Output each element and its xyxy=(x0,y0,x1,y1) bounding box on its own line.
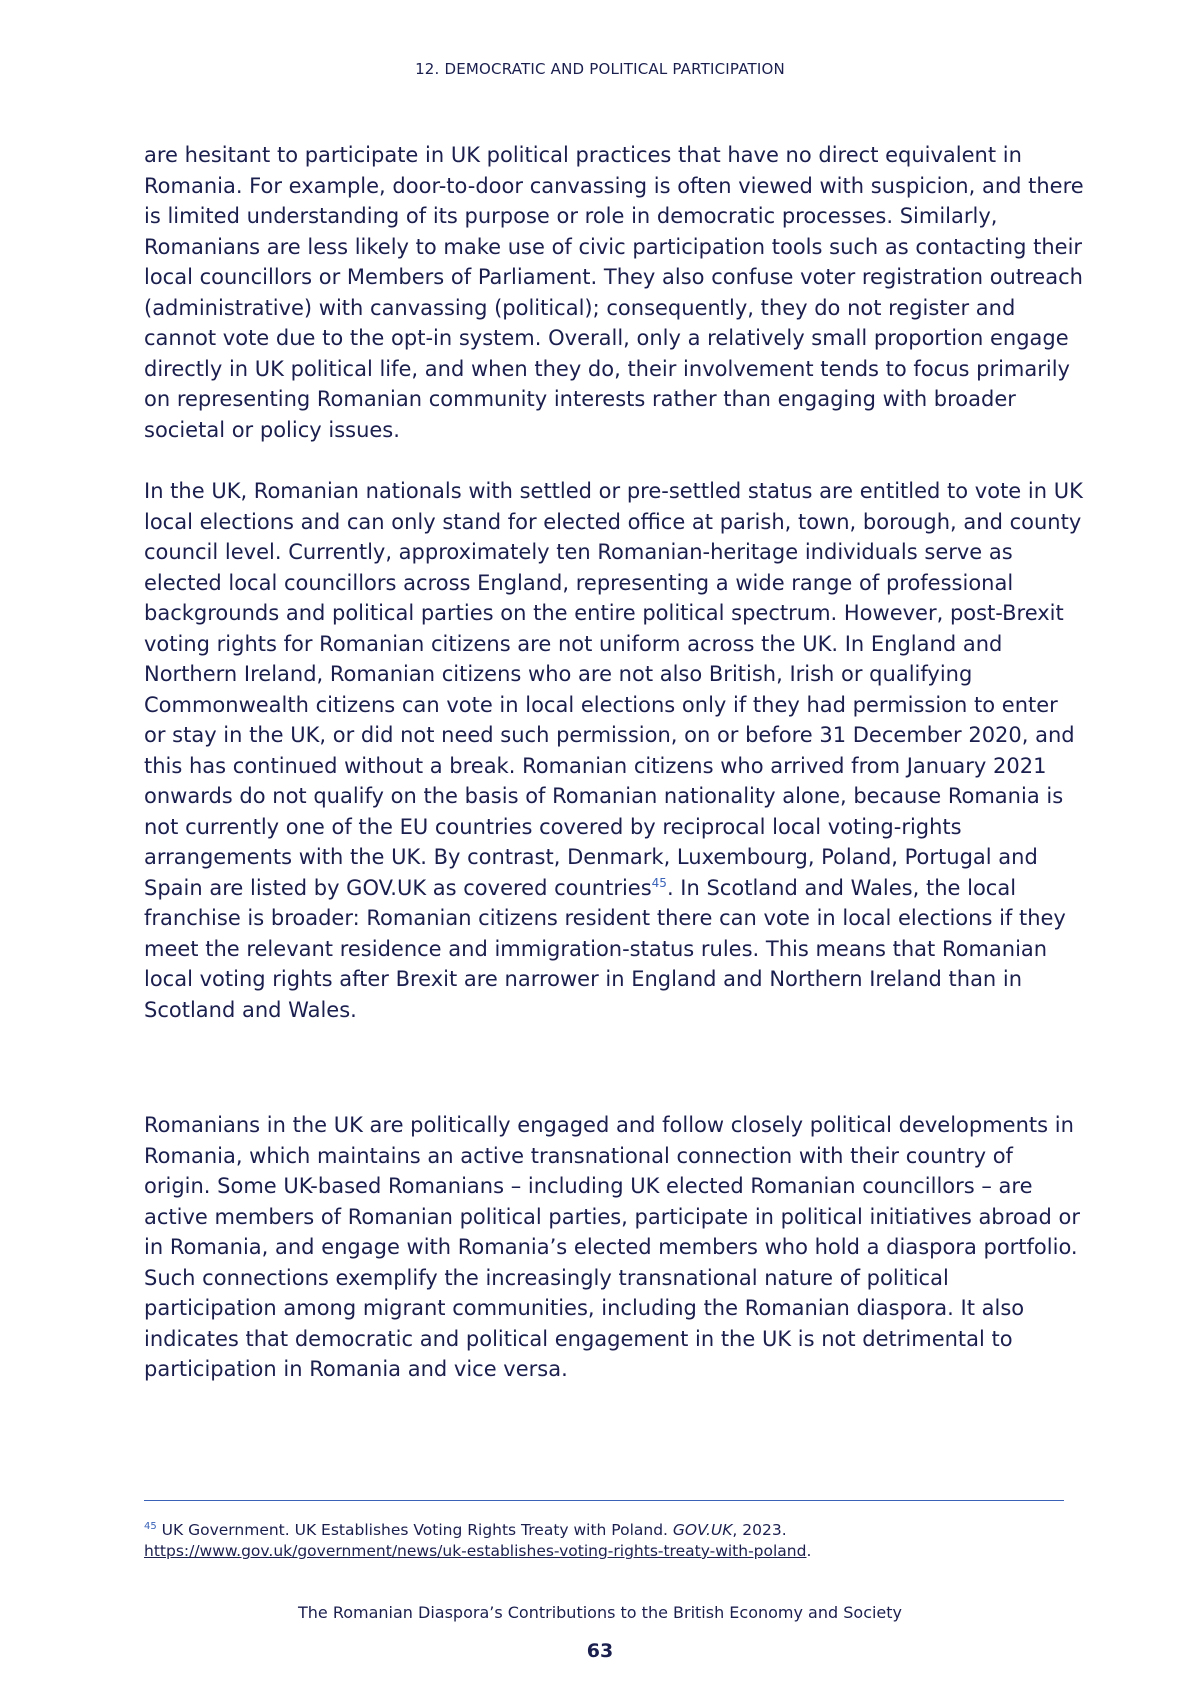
paragraph-2-text-before-ref: In the UK, Romanian nationals with settled or pre-settled status are entitled to vote in UK local elections and can only stand for elected office at parish, town, borough, and county council level. Currently, approximately ten Romanian-heritage individuals serve as elected local councillors across England, representing a wide range of professional backgrounds and political parties on the entire political spectrum. However, post-Brexit voting rights for Romanian citizens are not uniform across the UK. In England and Northern Ireland, Romanian citizens who are not also British, Irish or qualifying Commonwealth citizens can vote in local elections only if they had permission to enter or stay in the UK, or did not need such permission, on or before 31 December 2020, and this has continued without a break. Romanian citizens who arrived from January 2021 onwards do not qualify on the basis of Romanian nationality alone, because Romania is not currently one of the EU countries covered by reciprocal local voting-rights arrangements with the UK. By contrast, Denmark, Luxembourg, Poland, Portugal and Spain are listed by GOV.UK as covered countries xyxy=(144,479,1083,900)
footnote-citation-text: UK Government. UK Establishes Voting Rights Treaty with Poland. xyxy=(156,1521,673,1539)
paragraph-2-text-after-ref: . In Scotland and Wales, the local franchise is broader: Romanian citizens resident there can vote in local elections if they meet the relevant residence and immigration-status rules. This means that Romanian local voting rights after Brexit are narrower in England and Northern Ireland than in Scotland and Wales. xyxy=(144,875,1066,1022)
footnote-source-italic: GOV.UK xyxy=(672,1521,733,1539)
footnote-link[interactable]: https://www.gov.uk/government/news/uk-establishes-voting-rights-treaty-with-poland xyxy=(144,1542,807,1560)
footnote-citation-year: , 2023. xyxy=(732,1521,787,1539)
body-paragraph-3: Romanians in the UK are politically engaged and follow closely political developments in Romania, which maintains an active transnational connection with their country of origin. Some UK-based Romanians – including UK elected Romanian councillors – are active members of Romanian political parties, participate in political initiatives abroad or in Romania, and engage with Romania’s elected members who hold a diaspora portfolio. Such connections exemplify the increasingly transnational nature of political participation among migrant communities, including the Romanian diaspora. It also indicates that democratic and political engagement in the UK is not detrimental to participation in Romania and vice versa. xyxy=(144,1113,1081,1381)
footnote-number: 45 xyxy=(144,1520,157,1532)
body-paragraph-1: are hesitant to participate in UK political practices that have no direct equivalent in Romania. For example, door-to-door canvassing is often viewed with suspicion, and there is limited understanding of its purpose or role in democratic processes. Similarly, Romanians are less likely to make use of civic participation tools such as contacting their local councillors or Members of Parliament. They also confuse voter registration outreach (administrative) with canvassing (political); consequently, they do not register and cannot vote due to the opt-in system. Overall, only a relatively small proportion engage directly in UK political life, and when they do, their involvement tends to focus primarily on representing Romanian community interests rather than engaging with broader societal or policy issues. xyxy=(144,143,1084,442)
footnote-divider xyxy=(144,1500,1064,1501)
running-footer-title: The Romanian Diaspora’s Contributions to the British Economy and Society xyxy=(297,1603,903,1622)
page-number: 63 xyxy=(586,1640,614,1662)
footnote-45 xyxy=(144,1520,1074,1562)
running-header: 12. DEMOCRATIC AND POLITICAL PARTICIPATION xyxy=(415,60,785,78)
body-paragraph-2 xyxy=(144,476,1084,1025)
footnote-reference-45[interactable]: 45 xyxy=(651,875,667,890)
footnote-link-trailing: . xyxy=(806,1542,812,1560)
